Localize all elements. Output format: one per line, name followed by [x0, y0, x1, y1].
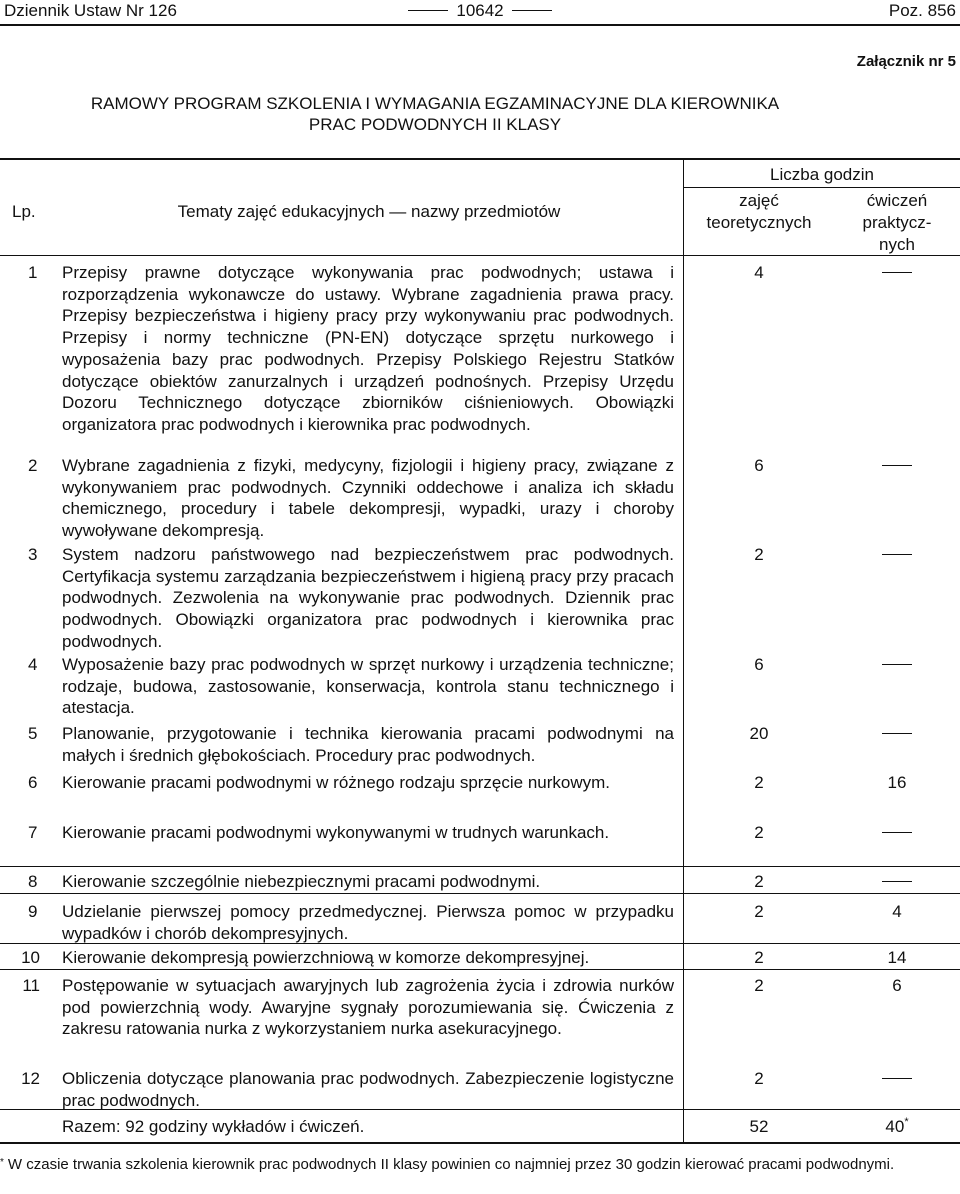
row-topic: Wyposażenie bazy prac podwodnych w sprzęt nurkowy i urządzenia techniczne; rodzaje, budowa, zastosowanie, konserwacja, kontrola stanu technicznego i atestacja. [62, 655, 674, 718]
row-number: 3 [28, 545, 38, 564]
empty-value-dash [882, 733, 912, 734]
row-theory-hours: 2 [754, 902, 764, 921]
row-number: 4 [28, 655, 38, 674]
header-theory [684, 190, 834, 234]
row-number: 12 [21, 1069, 40, 1088]
row-number: 5 [28, 724, 38, 743]
table-row [0, 723, 960, 767]
row-topic: Wybrane zagadnienia z fizyki, medycyny, fizjologii i higieny pracy, związane z wykonywaniem prac podwodnych. Czynniki oddechowe i analiza ich składu chemicznego, procedury i tabele dekompresji, wypadki, urazy i choroby wywoływane dekompresją. [62, 456, 674, 541]
title-line-2: PRAC PODWODNYCH II KLASY [308, 115, 562, 134]
program-table [0, 158, 960, 1142]
row-practice-hours [834, 871, 960, 892]
row-theory-hours: 6 [754, 456, 764, 475]
row-number: 7 [28, 823, 38, 842]
footnote-text: W czasie trwania szkolenia kierownik prac podwodnych II klasy powinien co najmniej przez 30 godzin kierować pracami podwodnymi. [7, 1156, 895, 1173]
row-topic: Kierowanie pracami podwodnymi wykonywanymi w trudnych warunkach. [62, 823, 610, 842]
empty-value-dash [882, 1078, 912, 1079]
row-theory-hours: 2 [754, 872, 764, 891]
header-practice-line2: praktycz- [862, 213, 932, 232]
table-top-border [0, 158, 960, 160]
row-topic: Postępowanie w sytuacjach awaryjnych lub zagrożenia życia i zdrowia nurków pod powierzchnią wody. Awaryjne sygnały porozumiewania się. Ćwiczenia z zakresu ratowania nurka z wykorzystaniem nurka asekuracyjnego. [62, 976, 674, 1039]
footnote-rule [0, 1142, 960, 1144]
table-row [0, 772, 960, 816]
header-practice [834, 190, 960, 256]
row-practice-hours: 14 [887, 948, 907, 967]
row-separator [0, 893, 960, 894]
row-topic: Kierowanie szczególnie niebezpiecznymi pracami podwodnymi. [62, 872, 541, 891]
row-practice-hours [834, 654, 960, 675]
annex-label: Załącznik nr 5 [856, 53, 956, 70]
table-row [0, 871, 960, 893]
header-hours: Liczba godzin [770, 165, 874, 184]
table-row [0, 262, 960, 444]
table-row [0, 654, 960, 718]
row-number: 1 [28, 263, 38, 282]
total-label: Razem: 92 godziny wykładów i ćwiczeń. [62, 1117, 365, 1136]
journal-name: Dziennik Ustaw Nr 126 [4, 1, 177, 20]
total-theory-hours: 52 [749, 1117, 769, 1136]
row-practice-hours [834, 822, 960, 843]
row-practice-hours [834, 262, 960, 283]
footnote [0, 1155, 958, 1174]
row-topic: Kierowanie dekompresją powierzchniową w komorze dekompresyjnej. [62, 948, 590, 967]
header-topic: Tematy zajęć edukacyjnych — nazwy przedmiotów [177, 202, 561, 221]
row-separator [0, 1109, 960, 1110]
row-theory-hours: 2 [754, 1069, 764, 1088]
empty-value-dash [882, 465, 912, 466]
header-lp: Lp. [12, 202, 36, 221]
row-topic: System nadzoru państwowego nad bezpieczeństwem prac podwodnych. Certyfikacja systemu zarządzania bezpieczeństwem i higieną pracy przy pracach podwodnych. Zezwolenia na wykonywanie prac podwodnych. Dziennik prac podwodnych. Obowiązki organizatora prac podwodnych i kierownika prac podwodnych. [62, 545, 674, 651]
row-number: 9 [28, 902, 38, 921]
footnote-mark: * [0, 1157, 4, 1168]
total-practice-cell [834, 1116, 960, 1137]
row-theory-hours: 2 [754, 948, 764, 967]
row-separator [0, 969, 960, 970]
table-row [0, 544, 960, 651]
page-number: 10642 [456, 1, 504, 20]
header-hours-rule [684, 187, 960, 188]
dash-left [408, 10, 448, 11]
row-theory-hours: 6 [754, 655, 764, 674]
row-number: 2 [28, 456, 38, 475]
row-number: 11 [22, 976, 40, 995]
page-number-block [0, 1, 960, 21]
row-topic: Udzielanie pierwszej pomocy przedmedycznej. Pierwsza pomoc w przypadku wypadków i chorób dekompresyjnych. [62, 902, 674, 943]
row-topic: Przepisy prawne dotyczące wykonywania prac podwodnych; ustawa i rozporządzenia wykonawcze do ustawy. Wybrane zagadnienia prawa pracy. Przepisy bezpieczeństwa i higieny pracy przy wykonywaniu prac podwodnych. Przepisy i normy techniczne (PN-EN) dotyczące sprzętu nurkowego i wyposażenia bazy prac podwodnych. Przepisy Polskiego Rejestru Statków dotyczące obiektów zanurzalnych i urządzeń podnośnych. Przepisy Urzędu Dozoru Technicznego dotyczące zbiorników ciśnieniowych. Obowiązki organizatora prac podwodnych i kierownika prac podwodnych. [62, 263, 674, 434]
row-practice-hours [834, 723, 960, 744]
row-practice-hours [834, 455, 960, 476]
header-practice-line1: ćwiczeń [866, 191, 928, 210]
table-row [0, 901, 960, 945]
header-theory-line1: zajęć [739, 191, 779, 210]
total-practice-hours: 40 [885, 1117, 905, 1136]
empty-value-dash [882, 554, 912, 555]
row-practice-hours: 16 [887, 773, 907, 792]
total-row [0, 1116, 960, 1138]
table-row [0, 947, 960, 969]
header-theory-line2: teoretycznych [706, 213, 812, 232]
row-number: 8 [28, 872, 38, 891]
row-theory-hours: 2 [754, 545, 764, 564]
row-separator [0, 866, 960, 867]
header-separator [0, 255, 960, 256]
row-theory-hours: 2 [754, 976, 764, 995]
row-topic: Kierowanie pracami podwodnymi w różnego rodzaju sprzęcie nurkowym. [62, 773, 611, 792]
row-theory-hours: 20 [749, 724, 769, 743]
row-practice-hours [834, 544, 960, 565]
row-separator [0, 943, 960, 944]
table-row [0, 455, 960, 541]
header-practice-line3: nych [879, 235, 915, 254]
empty-value-dash [882, 664, 912, 665]
dash-right [512, 10, 552, 11]
title-line-1: RAMOWY PROGRAM SZKOLENIA I WYMAGANIA EGZAMINACYJNE DLA KIEROWNIKA [90, 94, 780, 113]
page-header [0, 0, 960, 24]
row-theory-hours: 4 [754, 263, 764, 282]
table-row [0, 1068, 960, 1112]
row-practice-hours: 6 [892, 976, 902, 995]
empty-value-dash [882, 832, 912, 833]
total-practice-mark: * [904, 1116, 909, 1128]
row-topic: Planowanie, przygotowanie i technika kierowania pracami podwodnymi na małych i średnich głębokościach. Procedury prac podwodnych. [62, 724, 674, 765]
empty-value-dash [882, 272, 912, 273]
document-title [0, 93, 960, 135]
row-practice-hours: 4 [892, 902, 902, 921]
table-row [0, 822, 960, 866]
position-number: Poz. 856 [888, 1, 956, 20]
empty-value-dash [882, 881, 912, 882]
row-practice-hours [834, 1068, 960, 1089]
row-topic: Obliczenia dotyczące planowania prac podwodnych. Zabezpieczenie logistyczne prac podwodnych. [62, 1069, 674, 1110]
header-rule [0, 24, 960, 26]
row-theory-hours: 2 [754, 823, 764, 842]
row-number: 10 [21, 948, 40, 967]
row-theory-hours: 2 [754, 773, 764, 792]
row-number: 6 [28, 773, 38, 792]
table-row [0, 975, 960, 1063]
